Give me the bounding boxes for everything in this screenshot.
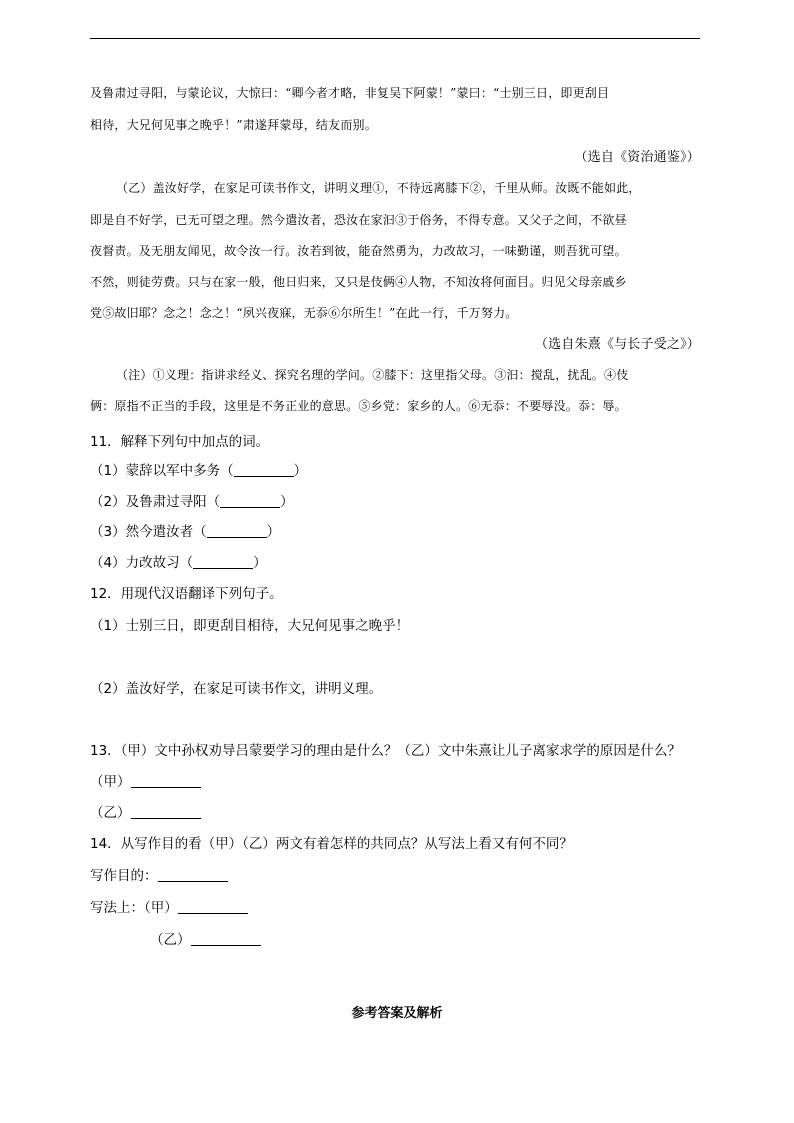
passage-b-line-5: 党⑤故旧耶？念之！念之！“夙兴夜寐，无忝⑥尔所生！”在此一行，千万努力。 (90, 306, 518, 320)
q11-item-1: （1）蒙辞以军中多务（ ） (90, 463, 308, 479)
passage-a-line-1: 及鲁肃过寻阳，与蒙论议，大惊曰：“卿今者才略，非复吴下阿蒙！”蒙曰：“士别三日，即更刮目 (90, 86, 610, 100)
header-rule (90, 38, 700, 39)
answers-title: 参考答案及解析 (351, 1006, 443, 1021)
q14-stem: 14．从写作目的看（甲）（乙）两文有着怎样的共同点？从写法上看又有何不同？ (90, 836, 573, 852)
q14-method-b: （乙） (150, 928, 650, 948)
notes-line-1: （注）①义理：指讲求经义、探究名理的学问。②膝下：这里指父母。③汩：搅乱，扰乱。④伎 (116, 368, 629, 382)
q11-item-3: （3）然今遣汝者（ ） (90, 524, 281, 540)
passage-b-line-2: 即是自不好学，已无可望之理。然今遣汝者，恐汝在家汩③于俗务，不得专意。又父子之间，不欲昼 (90, 213, 627, 227)
answer-blank[interactable] (193, 555, 253, 569)
passage-b-source: （选自朱熹《与长子受之》） (534, 337, 700, 352)
q13-stem: 13．（甲）文中孙权劝导吕蒙要学习的理由是什么？（乙）文中朱熹让儿子离家求学的原因是什么？ (90, 743, 681, 759)
answer-blank[interactable] (191, 932, 261, 946)
answer-blank[interactable] (158, 868, 228, 882)
q12-stem: 12．用现代汉语翻译下列句子。 (90, 586, 283, 602)
passage-b-line-1: （乙）盖汝好学，在家足可读书作文，讲明义理①，不待远离膝下②，千里从师。汝既不能如此， (116, 181, 641, 195)
passage-a-source: （选自《资治通鉴》） (574, 150, 700, 165)
q14-purpose: 写作目的： (90, 864, 702, 884)
answer-blank[interactable] (207, 524, 267, 538)
answer-blank[interactable] (178, 900, 248, 914)
q13-answer-a: （甲） (90, 770, 702, 790)
q12-item-2: （2）盖汝好学，在家足可读书作文，讲明义理。 (90, 681, 383, 697)
answer-blank[interactable] (220, 494, 280, 508)
passage-a-line-2: 相待，大兄何见事之晚乎！”肃遂拜蒙母，结友而别。 (90, 118, 377, 132)
answer-blank[interactable] (131, 805, 201, 819)
q12-item-1: （1）士别三日，即更刮目相待，大兄何见事之晚乎！ (90, 618, 410, 634)
q11-stem: 11．解释下列句中加点的词。 (90, 434, 270, 450)
answer-blank[interactable] (131, 774, 201, 788)
answer-blank[interactable] (234, 463, 294, 477)
q11-item-2: （2）及鲁肃过寻阳（ ） (90, 494, 294, 510)
passage-b-line-4: 不然，则徒劳费。只与在家一般，他日归来，又只是伎俩④人物，不知汝将何面目。归见父母亲戚乡 (90, 275, 627, 289)
q11-item-4: （4）力改故习（ ） (90, 555, 267, 571)
q14-method-a: 写法上：（甲） (90, 896, 702, 916)
q13-answer-b: （乙） (90, 801, 702, 821)
notes-line-2: 俩：原指不正当的手段，这里是不务正业的意思。⑤乡党：家乡的人。⑥无忝：不要辱没。忝：辱。 (90, 399, 627, 413)
passage-b-line-3: 夜督责。及无朋友闻见，故令汝一行。汝若到彼，能奋然勇为，力改故习，一味勤谨，则吾犹可望。 (90, 244, 627, 258)
